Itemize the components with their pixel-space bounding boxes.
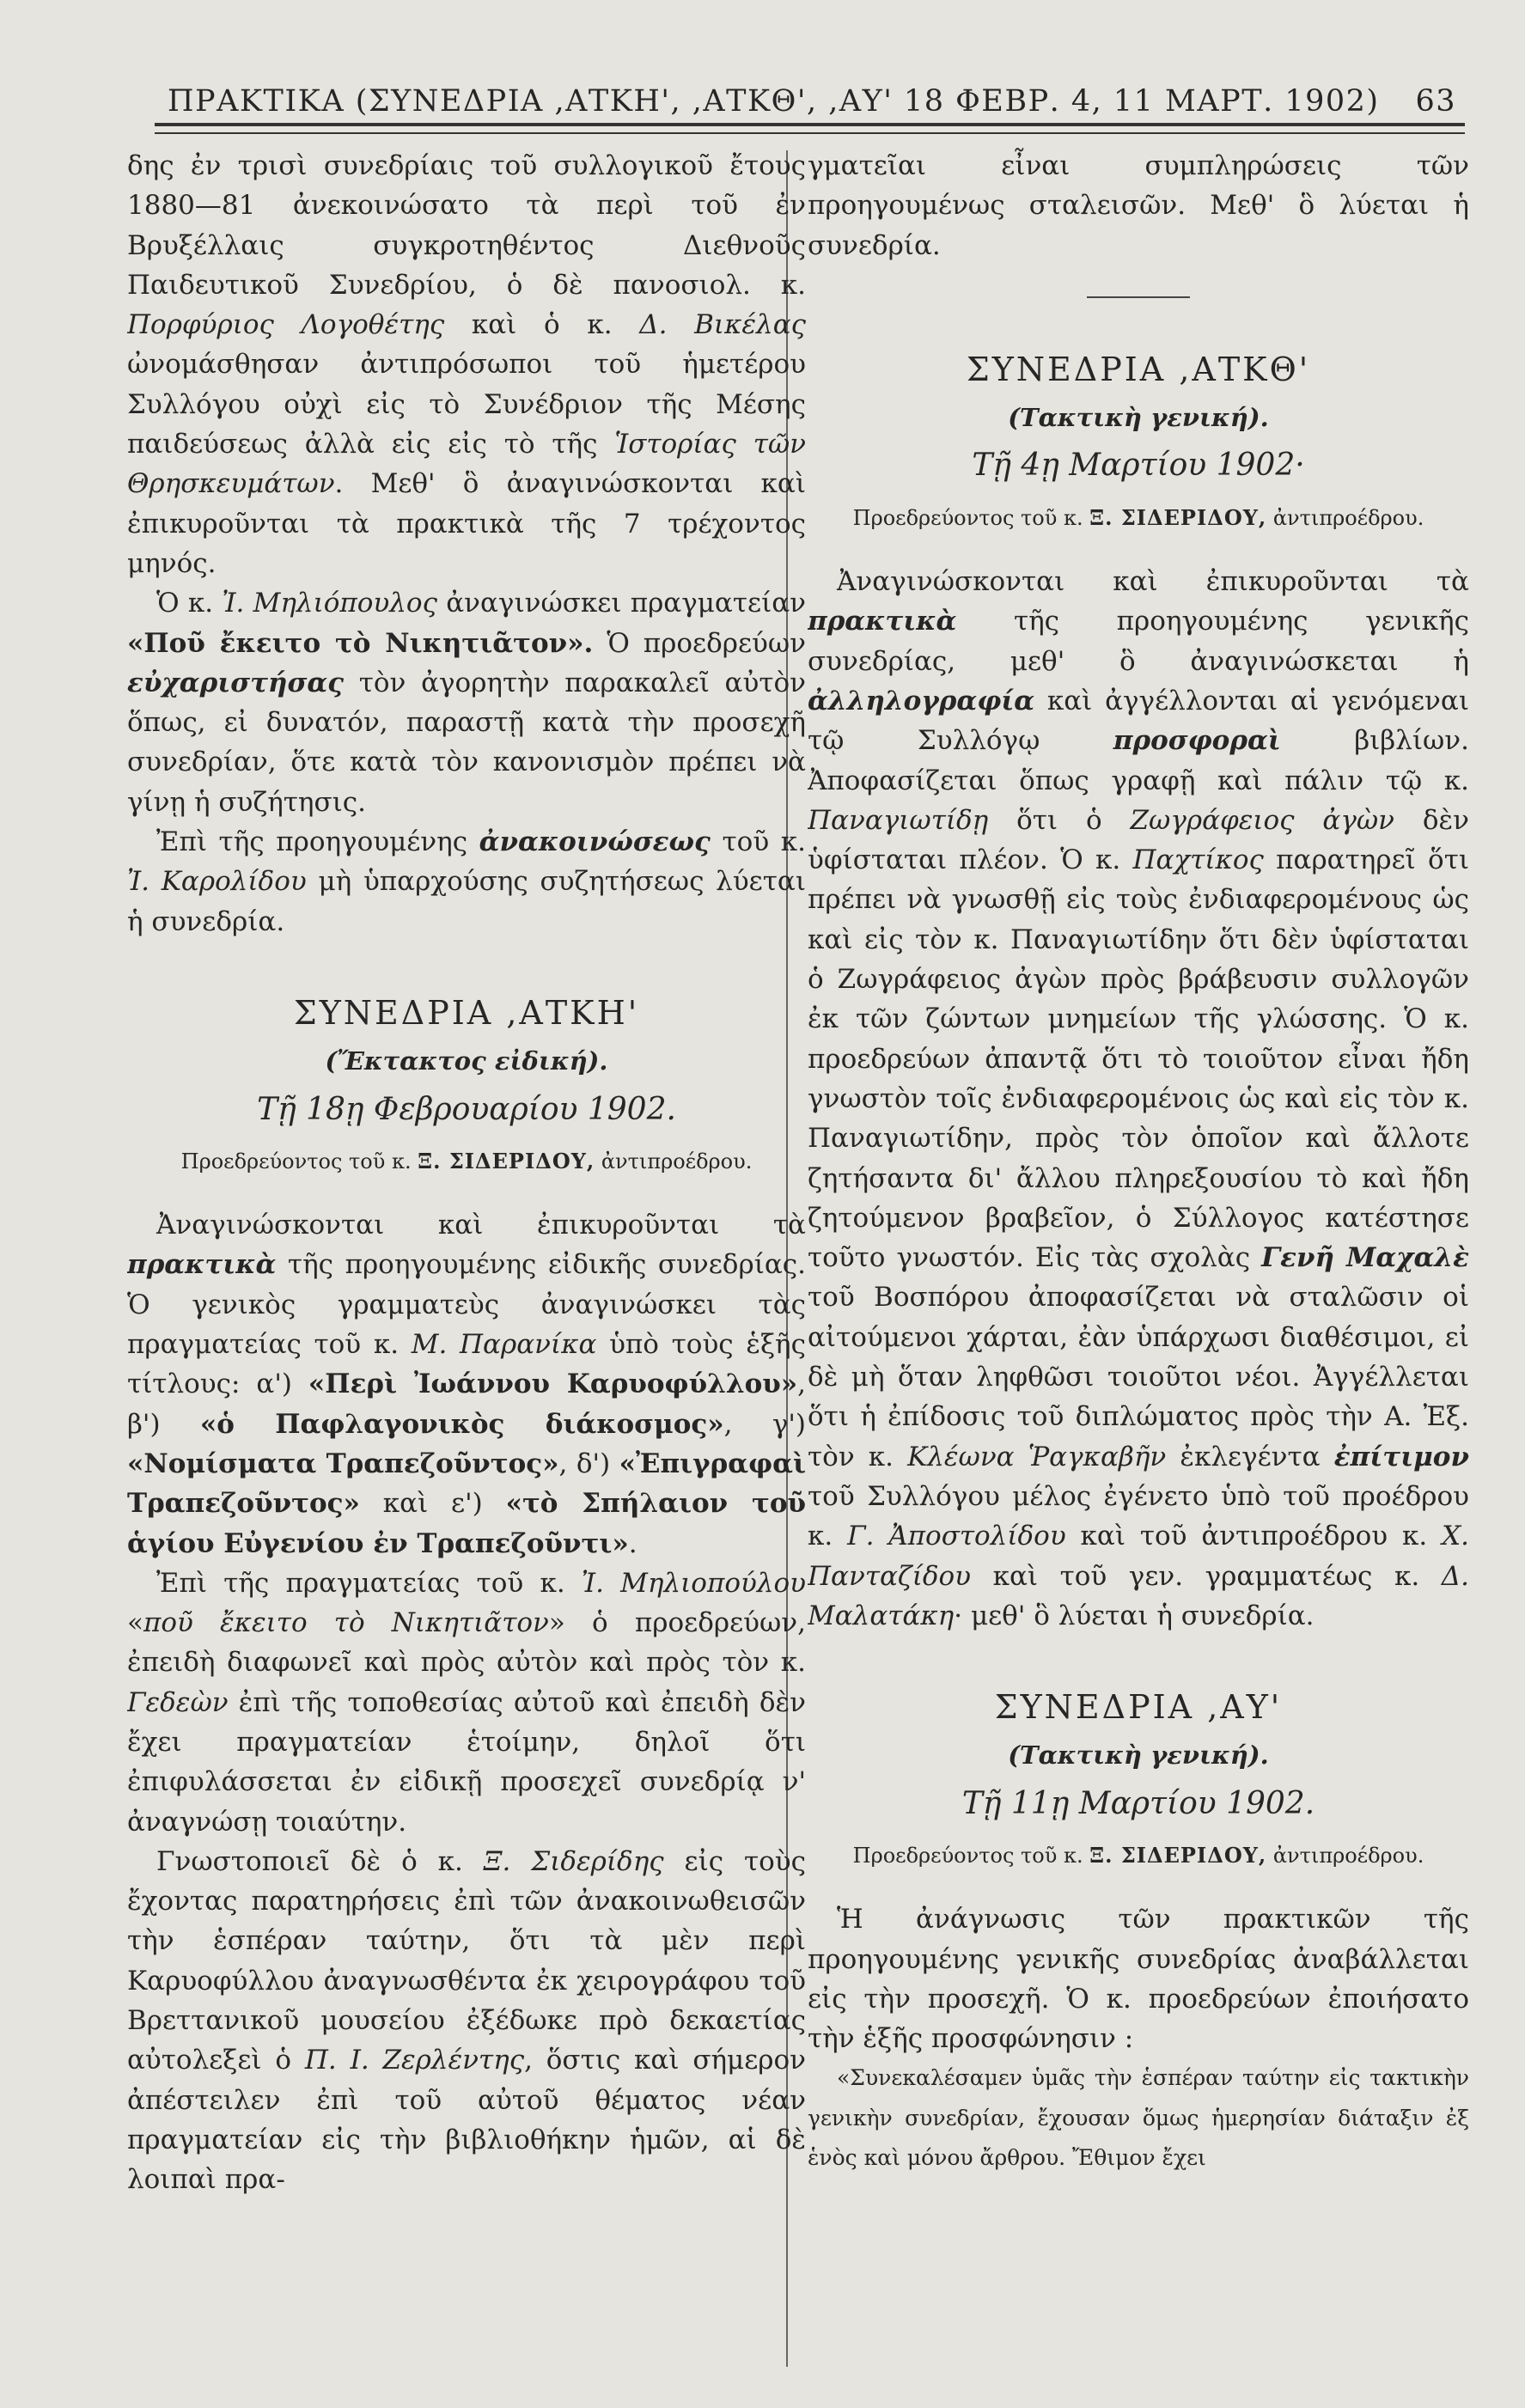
paragraph: Ἀναγινώσκονται καὶ ἐπικυροῦνται τὰ πρακτικὰ τῆς προηγουμένης γενικῆς συνεδρίας, μεθ' ὃ ἀναγινώσκεται ἡ ἀλληλογραφία καὶ ἀγγέλλονται αἱ γενόμεναι τῷ Συλλόγῳ προσφοραὶ βιβλίων. Ἀποφασίζεται ὅπως γραφῇ καὶ πάλιν τῷ κ. Παναγιωτίδῃ ὅτι ὁ Ζωγράφειος ἀγὼν δὲν ὑφίσταται πλέον. Ὁ κ. Παχτίκος παρατηρεῖ ὅτι πρέπει νὰ γνωσθῇ εἰς τοὺς ἐνδιαφερομένους ὡς καὶ εἰς τὸν κ. Παναγιωτίδην ὅτι δὲν ὑφίσταται ὁ Ζωγράφειος ἀγὼν πρὸς βράβευσιν συλλογῶν ἐκ τῶν ζώντων μνημείων τῆς γλώσσης. Ὁ κ. προεδρεύων ἀπαντᾷ ὅτι τὸ τοιοῦτον εἶναι ἤδη γνωστὸν τοῖς ἐνδιαφερομένοις ὡς καὶ εἰς τὸν κ. Παναγιωτίδην, πρὸς τὸν ὁποῖον καὶ ἄλλοτε ζητήσαντα δι' ἄλλου πληρεξουσίου τὸ καὶ ἤδη ζητούμενον βραβεῖον, ὁ Σύλλογος κατέστησε τοῦτο γνωστόν. Εἰς τὰς σχολὰς Γενῆ Μαχαλὲ τοῦ Βοσπόρου ἀποφασίζεται νὰ σταλῶσιν οἱ αἰτούμενοι χάρται, ἐὰν ὑπάρχωσι διαθέσιμοι, εἰ δὲ μὴ ὅταν ληφθῶσι τοιοῦτοι νέοι. Ἀγγέλλεται ὅτι ἡ ἐπίδοσις τοῦ διπλώματος πρὸς τὴν Α. Ἐξ. τὸν κ. Κλέωνα Ῥαγκαβῆν ἐκλεγέντα ἐπίτιμον τοῦ Συλλόγου μέλος ἐγένετο ὑπὸ τοῦ προέδρου κ. Γ. Ἀποστολίδου καὶ τοῦ ἀντιπροέδρου κ. Χ. Πανταζίδου καὶ τοῦ γεν. γραμματέως κ. Δ. Μαλατάκη· μεθ' ὃ λύεται ἡ συνεδρία. (808, 566, 1469, 1631)
paragraph: Ὁ κ. Ἰ. Μηλιόπουλος ἀναγινώσκει πραγματείαν «Ποῦ ἔκειτο τὸ Νικητιᾶτον». Ὁ προεδρεύων εὐχαριστήσας τὸν ἀγορητὴν παρακαλεῖ αὐτὸν ὅπως, εἰ δυνατόν, παραστῇ κατὰ τὴν προσεχῆ συνεδρίαν, ὅτε κατὰ τὸν κανονισμὸν πρέπει νὰ γίνῃ ἡ συζήτησις. (127, 588, 806, 818)
session-heading: ΣΥΝΕΔΡΙΑ ,ΑΥ' (994, 1688, 1283, 1727)
session-heading: ΣΥΝΕΔΡΙΑ ,ΑΤΚΗ' (293, 993, 640, 1032)
session-type: (Τακτικὴ γενική). (1008, 403, 1269, 433)
paragraph: γματεῖαι εἶναι συμπληρώσεις τῶν προηγουμένως σταλεισῶν. Μεθ' ὃ λύεται ἡ συνεδρία. (808, 150, 1469, 261)
paragraph: Ἡ ἀνάγνωσις τῶν πρακτικῶν τῆς προηγουμένης γενικῆς συνεδρίας ἀναβάλλεται εἰς τὴν προσεχῆ. Ὁ κ. προεδρεύων ἐποιήσατο τὴν ἑξῆς προσφώνησιν : (808, 1904, 1469, 2055)
page-number: 63 (1415, 84, 1456, 119)
session-type: (Ἔκτακτος εἰδική). (325, 1046, 608, 1076)
paragraph: Ἐπὶ τῆς πραγματείας τοῦ κ. Ἰ. Μηλιοπούλου «ποῦ ἔκειτο τὸ Νικητιᾶτον» ὁ προεδρεύων, ἐπειδὴ διαφωνεῖ καὶ πρὸς αὐτὸν καὶ πρὸς τὸν κ. Γεδεὼν ἐπὶ τῆς τοποθεσίας αὐτοῦ καὶ ἐπειδὴ δὲν ἔχει πραγματείαν ἑτοίμην, δηλοῖ ὅτι ἐπιφυλάσσεται ἐν εἰδικῇ προσεχεῖ συνεδρίᾳ ν' ἀναγνώσῃ τοιαύτην. (127, 1567, 806, 1838)
session-chair: Προεδρεύοντος τοῦ κ. Ξ. ΣΙΔΕΡΙΔΟΥ, ἀντιπροέδρου. (852, 1842, 1424, 1868)
paragraph: δης ἐν τρισὶ συνεδρίαις τοῦ συλλογικοῦ ἔτους 1880—81 ἀνεκοινώσατο τὰ περὶ τοῦ ἐν Βρυξέλλαις συγκροτηθέντος Διεθνοῦς Παιδευτικοῦ Συνεδρίου, ὁ δὲ πανοσιολ. κ. Πορφύριος Λογοθέτης καὶ ὁ κ. Δ. Βικέλας ὠνομάσθησαν ἀντιπρόσωποι τοῦ ἡμετέρου Συλλόγου οὐχὶ εἰς τὸ Συνέδριον τῆς Μέσης παιδεύσεως ἀλλὰ εἰς εἰς τὸ τῆς Ἱστορίας τῶν Θρησκευμάτων. Μεθ' ὃ ἀναγινώσκονται καὶ ἐπικυροῦνται τὰ πρακτικὰ τῆς 7 τρέχοντος μηνός. (127, 150, 806, 579)
paragraph: Ἐπὶ τῆς προηγουμένης ἀνακοινώσεως τοῦ κ. Ἰ. Καρολίδου μὴ ὑπαρχούσης συζητήσεως λύεται ἡ συνεδρία. (127, 826, 806, 937)
paragraph: Ἀναγινώσκονται καὶ ἐπικυροῦνται τὰ πρακτικὰ τῆς προηγουμένης εἰδικῆς συνεδρίας. Ὁ γενικὸς γραμματεὺς ἀναγινώσκει τὰς πραγματείας τοῦ κ. Μ. Παρανίκα ὑπὸ τοὺς ἑξῆς τίτλους: α') «Περὶ Ἰωάννου Καρυοφύλλου», β') «ὁ Παφλαγονικὸς διάκοσμος», γ') «Νομίσματα Τραπεζοῦντος», δ') «Ἐπιγραφαὶ Τραπεζοῦντος» καὶ ε') «τὸ Σπήλαιον τοῦ ἁγίου Εὐγενίου ἐν Τραπεζοῦντι». (127, 1210, 806, 1559)
quoted-address: «Συνεκαλέσαμεν ὑμᾶς τὴν ἑσπέραν ταύτην εἰς τακτικὴν γενικὴν συνεδρίαν, ἔχουσαν ὅμως ἡμερησίαν διάταξιν ἐξ ἑνὸς καὶ μόνου ἄρθρου. Ἔθιμον ἔχει (808, 2065, 1469, 2171)
section-separator (1087, 296, 1190, 298)
session-type: (Τακτικὴ γενική). (1008, 1740, 1269, 1771)
left-column (127, 146, 806, 2380)
header-rule-thick (155, 123, 1465, 126)
session-heading: ΣΥΝΕΔΡΙΑ ,ΑΤΚΘ' (966, 350, 1311, 388)
session-chair: Προεδρεύοντος τοῦ κ. Ξ. ΣΙΔΕΡΙΔΟΥ, ἀντιπροέδρου. (180, 1148, 753, 1174)
session-date: Τῇ 4ῃ Μαρτίου 1902· (972, 448, 1305, 484)
running-header (168, 67, 1456, 119)
header-rule-thin (155, 132, 1465, 134)
paragraph: Γνωστοποιεῖ δὲ ὁ κ. Ξ. Σιδερίδης εἰς τοὺς ἔχοντας παρατηρήσεις ἐπὶ τῶν ἀνακοινωθεισῶν τὴν ἑσπέραν ταύτην, ὅτι τὰ μὲν περὶ Καρυοφύλλου ἀναγνωσθέντα ἐκ χειρογράφου τοῦ Βρεττανικοῦ μουσείου ἐξέδωκε πρὸ δεκαετίας αὐτολεξεὶ ὁ Π. Ι. Ζερλέντης, ὅστις καὶ σήμερον ἀπέστειλεν ἐπὶ τοῦ αὐτοῦ θέματος νέαν πραγματείαν εἰς τὴν βιβλιοθήκην ἡμῶν, αἱ δὲ λοιπαὶ πρα- (127, 1845, 806, 2196)
session-chair: Προεδρεύοντος τοῦ κ. Ξ. ΣΙΔΕΡΙΔΟΥ, ἀντιπροέδρου. (852, 504, 1424, 530)
session-date: Τῇ 11ῃ Μαρτίου 1902. (961, 1785, 1315, 1821)
right-column (808, 146, 1469, 2380)
session-date: Τῇ 18ῃ Φεβρουαρίου 1902. (257, 1091, 676, 1127)
header-title: ΠΡΑΚΤΙΚΑ (ΣΥΝΕΔΡΙΑ ,ΑΤΚΗ', ,ΑΤΚΘ', ,ΑΥ' 18 ΦΕΒΡ. 4, 11 ΜΑΡΤ. 1902) (168, 84, 1380, 119)
